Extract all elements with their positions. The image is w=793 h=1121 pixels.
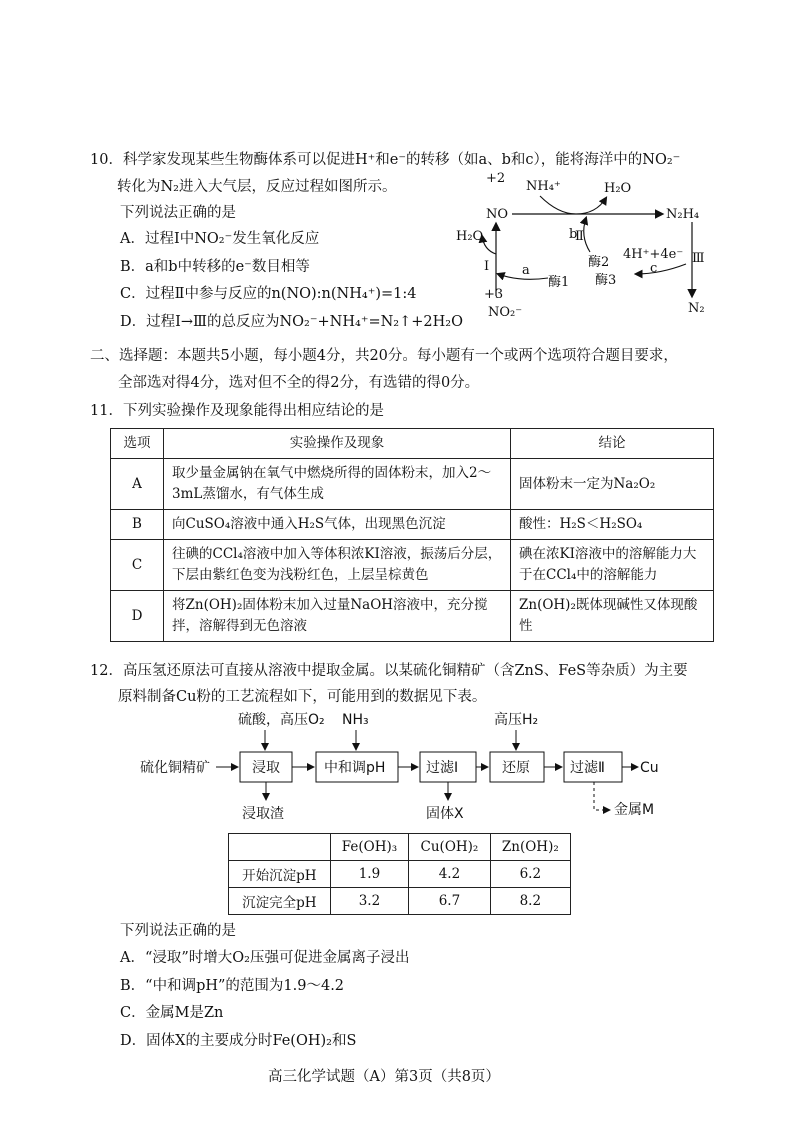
row-label: 开始沉淀pH xyxy=(229,861,331,888)
step-leaching: 浸取 xyxy=(252,760,280,776)
h-plus-e-label: 4H⁺+4e⁻ xyxy=(623,247,684,262)
roman-1-label: Ⅰ xyxy=(484,259,490,274)
step-filter2: 过滤Ⅱ xyxy=(570,760,605,776)
output-residue: 浸取渣 xyxy=(242,806,284,822)
header-cell: Zn(OH)₂ xyxy=(490,834,570,861)
row-option: A xyxy=(111,459,164,510)
enzyme-3-label: 酶3 xyxy=(595,273,617,288)
section2-heading-line1: 二、选择题：本题共5小题，每小题4分，共20分。每小题有一个或两个选项符合题目要求， xyxy=(90,348,678,364)
n2-label: N₂ xyxy=(688,301,705,316)
h2o-top-label: H₂O xyxy=(604,181,632,196)
label-c: c xyxy=(650,261,658,276)
no2-label: NO₂⁻ xyxy=(488,305,523,320)
row-operation: 将Zn(OH)₂固体粉末加入过量NaOH溶液中，充分搅拌，溶解得到无色溶液 xyxy=(164,591,511,642)
q12-stem-line1: 12．高压氢还原法可直接从溶液中提取金属。以某硫化铜精矿（含ZnS、FeS等杂质）为主要 xyxy=(90,663,688,679)
no-label: NO xyxy=(486,207,509,222)
roman-3-label: Ⅲ xyxy=(692,251,705,266)
output-cu: Cu xyxy=(640,760,659,776)
q12-stem-line2: 原料制备Cu粉的工艺流程如下，可能用到的数据见下表。 xyxy=(118,689,487,705)
header-cell xyxy=(229,834,331,861)
table-row xyxy=(229,888,571,915)
enzyme-2-label: 酶2 xyxy=(588,255,610,270)
table-row xyxy=(111,510,714,540)
section2-heading-line2: 全部选对得4分，选对但不全的得2分，有选错的得0分。 xyxy=(118,375,480,391)
table-cell: 8.2 xyxy=(490,888,570,915)
table-cell: 6.2 xyxy=(490,861,570,888)
table-row xyxy=(229,834,571,861)
reagent-h2: 高压H₂ xyxy=(494,712,539,728)
h2o-left-label: H₂O xyxy=(456,229,484,244)
process-flowchart xyxy=(130,706,690,828)
no-oxidation-mark: +2 xyxy=(486,171,506,186)
output-metal-m: 金属M xyxy=(614,802,655,818)
q10-option-a: A．过程Ⅰ中NO₂⁻发生氧化反应 xyxy=(120,231,320,247)
label-b: b xyxy=(569,227,578,242)
header-cell: Cu(OH)₂ xyxy=(409,834,490,861)
row-conclusion: 酸性：H₂S＜H₂SO₄ xyxy=(511,510,714,540)
q10-option-b: B．a和b中转移的e⁻数目相等 xyxy=(120,259,310,275)
table-row xyxy=(229,861,571,888)
q12-option-d: D．固体X的主要成分时Fe(OH)₂和S xyxy=(120,1033,357,1049)
output-solid-x: 固体X xyxy=(426,806,464,822)
q10-option-c: C．过程Ⅱ中参与反应的n(NO):n(NH₄⁺)=1:4 xyxy=(120,286,417,302)
q11-table xyxy=(110,428,714,642)
page-footer: 高三化学试题（A）第3页（共8页） xyxy=(268,1069,500,1085)
table-row xyxy=(111,459,714,510)
q12-ph-table xyxy=(228,833,571,915)
header-operation: 实验操作及现象 xyxy=(164,429,511,459)
header-cell: Fe(OH)₃ xyxy=(330,834,409,861)
row-label: 沉淀完全pH xyxy=(229,888,331,915)
table-cell: 6.7 xyxy=(409,888,490,915)
table-cell: 3.2 xyxy=(330,888,409,915)
table-cell: 1.9 xyxy=(330,861,409,888)
row-operation: 取少量金属钠在氧气中燃烧所得的固体粉末，加入2～3mL蒸馏水，有气体生成 xyxy=(164,459,511,510)
q12-option-b: B．“中和调pH”的范围为1.9～4.2 xyxy=(120,978,345,994)
step-reduce: 还原 xyxy=(502,760,530,776)
row-option: C xyxy=(111,540,164,591)
step-neutralize: 中和调pH xyxy=(324,760,386,776)
reagent-acid-oxygen: 硫酸，高压O₂ xyxy=(238,712,325,728)
label-a: a xyxy=(522,263,530,278)
input-ore: 硫化铜精矿 xyxy=(140,760,210,776)
row-option: B xyxy=(111,510,164,540)
q12-prompt: 下列说法正确的是 xyxy=(120,923,236,939)
header-conclusion: 结论 xyxy=(511,429,714,459)
nh4-label: NH₄⁺ xyxy=(526,179,561,194)
q10-prompt: 下列说法正确的是 xyxy=(120,205,236,221)
table-cell: 4.2 xyxy=(409,861,490,888)
header-option: 选项 xyxy=(111,429,164,459)
reagent-nh3: NH₃ xyxy=(342,712,369,728)
table-row xyxy=(111,591,714,642)
row-option: D xyxy=(111,591,164,642)
row-conclusion: 固体粉末一定为Na₂O₂ xyxy=(511,459,714,510)
no2-oxidation-mark: +3 xyxy=(484,287,504,302)
roman-2-label: Ⅱ xyxy=(575,229,584,244)
row-operation: 向CuSO₄溶液中通入H₂S气体，出现黑色沉淀 xyxy=(164,510,511,540)
q10-option-d: D．过程Ⅰ→Ⅲ的总反应为NO₂⁻+NH₄⁺=N₂↑+2H₂O xyxy=(120,314,463,330)
row-operation: 往碘的CCl₄溶液中加入等体积浓KI溶液，振荡后分层，下层由紫红色变为浅粉红色，上层呈棕黄色 xyxy=(164,540,511,591)
step-filter1: 过滤Ⅰ xyxy=(426,760,459,776)
q10-stem-line2: 转化为N₂进入大气层，反应过程如图所示。 xyxy=(117,179,397,195)
n2h4-label: N₂H₄ xyxy=(666,207,700,222)
q12-option-a: A．“浸取”时增大O₂压强可促进金属离子浸出 xyxy=(120,950,410,966)
q11-table-header xyxy=(111,429,714,459)
table-row xyxy=(111,540,714,591)
reaction-cycle-diagram xyxy=(440,170,740,330)
q12-option-c: C．金属M是Zn xyxy=(120,1005,224,1021)
row-conclusion: Zn(OH)₂既体现碱性又体现酸性 xyxy=(511,591,714,642)
q10-stem-line1: 10．科学家发现某些生物酶体系可以促进H⁺和e⁻的转移（如a、b和c），能将海洋中的NO₂⁻ xyxy=(90,152,681,168)
enzyme-1-label: 酶1 xyxy=(548,275,570,290)
row-conclusion: 碘在浓KI溶液中的溶解能力大于在CCl₄中的溶解能力 xyxy=(511,540,714,591)
q11-title: 11．下列实验操作及现象能得出相应结论的是 xyxy=(90,403,384,419)
